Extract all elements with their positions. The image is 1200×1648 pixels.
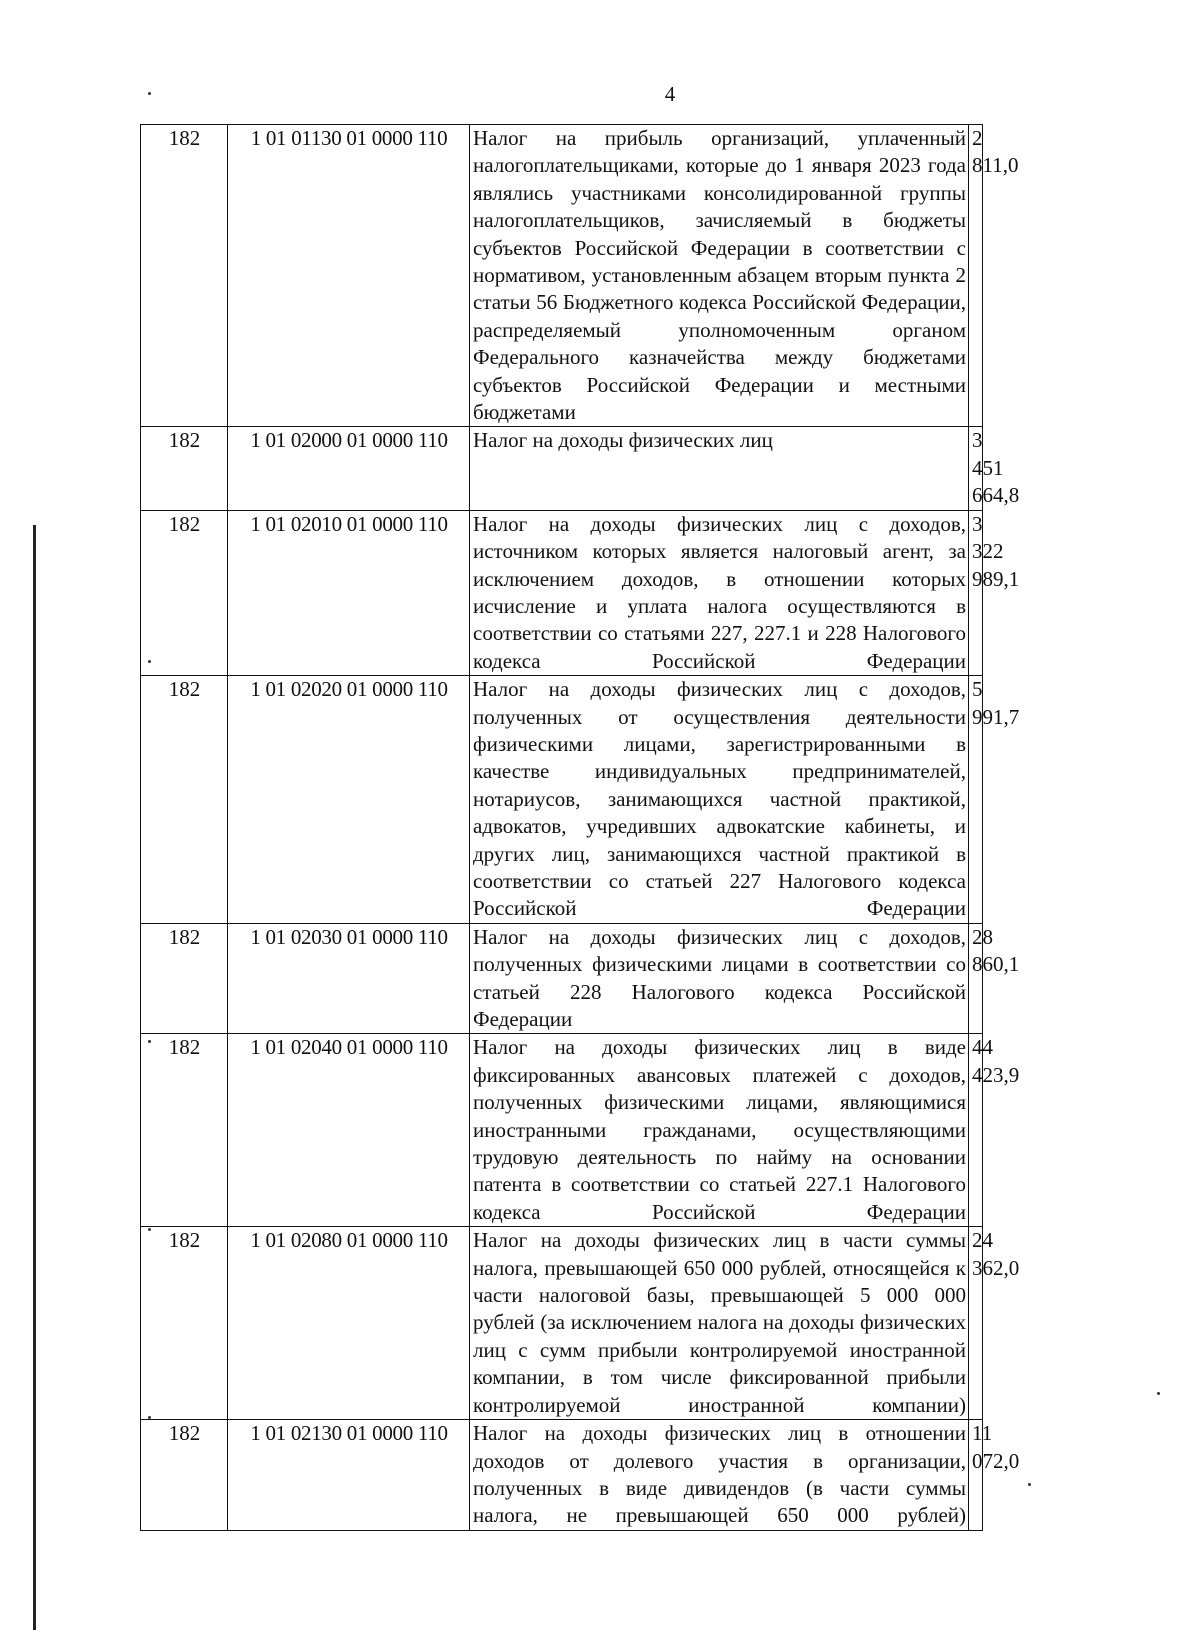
amount-cell: 44 423,9 — [969, 1034, 983, 1227]
revenue-name-cell: Налог на доходы физических лиц с доходов, полученных от осуществления деятельности физическими лицами, зарегистрированными в качестве индивидуальных предпринимателей, нотариусов, занимающихся частной практикой, адвокатов, учредивших адвокатские кабинеты, и других лиц, занимающихся частной практикой в соответствии со статьей 227 Налогового кодекса Российской Федерации — [470, 676, 969, 924]
budget-classification-code-cell: 1 01 02030 01 0000 110 — [228, 923, 470, 1034]
revenue-table — [140, 124, 1020, 1531]
revenue-name-cell: Налог на доходы физических лиц в виде фиксированных авансовых платежей с доходов, полученных физическими лицами, являющимися иностранными гражданами, осуществляющими трудовую деятельность по найму на основании патента в соответствии со статьей 227.1 Налогового кодекса Российской Федерации — [470, 1034, 969, 1227]
admin-code-cell: 182 — [141, 1420, 228, 1531]
admin-code-cell: 182 — [141, 923, 228, 1034]
scan-speck — [148, 92, 151, 95]
revenue-name-cell: Налог на прибыль организаций, уплаченный налогоплательщиками, которые до 1 января 2023 года являлись участниками консолидированной группы налогоплательщиков, зачисляемый в бюджеты субъектов Российской Федерации в соответствии с нормативом, установленным абзацем вторым пункта 2 статьи 56 Бюджетного кодекса Российской Федерации, распределяемый уполномоченным органом Федерального казначейства между бюджетами субъектов Российской Федерации и местными бюджетами — [470, 125, 969, 427]
budget-classification-code-cell: 1 01 02020 01 0000 110 — [228, 676, 470, 924]
budget-classification-code-cell: 1 01 02130 01 0000 110 — [228, 1420, 470, 1531]
admin-code-cell: 182 — [141, 676, 228, 924]
admin-code-cell: 182 — [141, 510, 228, 675]
amount-cell: 2 811,0 — [969, 125, 983, 427]
table-row — [141, 427, 983, 510]
revenue-name-cell: Налог на доходы физических лиц с доходов, источником которых является налоговый агент, за исключением доходов, в отношении которых исчисление и уплата налога осуществляются в соответствии со статьями 227, 227.1 и 228 Налогового кодекса Российской Федерации — [470, 510, 969, 675]
revenue-name-cell: Налог на доходы физических лиц с доходов, полученных физическими лицами в соответствии со статьей 228 Налогового кодекса Российской Федерации — [470, 923, 969, 1034]
table-row — [141, 923, 983, 1034]
budget-classification-code-cell: 1 01 02010 01 0000 110 — [228, 510, 470, 675]
budget-classification-code-cell: 1 01 02080 01 0000 110 — [228, 1227, 470, 1420]
amount-cell: 11 072,0 — [969, 1420, 983, 1531]
page-number: 4 — [664, 82, 676, 106]
table-row — [141, 1227, 983, 1420]
scan-margin-line — [33, 525, 36, 1630]
amount-cell: 3 322 989,1 — [969, 510, 983, 675]
revenue-name-cell: Налог на доходы физических лиц — [470, 427, 969, 510]
budget-classification-code-cell: 1 01 02040 01 0000 110 — [228, 1034, 470, 1227]
budget-classification-code-cell: 1 01 02000 01 0000 110 — [228, 427, 470, 510]
amount-cell: 24 362,0 — [969, 1227, 983, 1420]
amount-cell: 28 860,1 — [969, 923, 983, 1034]
admin-code-cell: 182 — [141, 125, 228, 427]
table-row — [141, 125, 983, 427]
amount-cell: 3 451 664,8 — [969, 427, 983, 510]
admin-code-cell: 182 — [141, 427, 228, 510]
revenue-name-cell: Налог на доходы физических лиц в отношении доходов от долевого участия в организации, полученных в виде дивидендов (в части суммы налога, не превышающей 650 000 рублей) — [470, 1420, 969, 1531]
admin-code-cell: 182 — [141, 1227, 228, 1420]
table-row — [141, 510, 983, 675]
table-row — [141, 1420, 983, 1531]
scan-speck — [1028, 1483, 1031, 1486]
amount-cell: 5 991,7 — [969, 676, 983, 924]
scan-speck — [1157, 1392, 1160, 1395]
table-row — [141, 676, 983, 924]
admin-code-cell: 182 — [141, 1034, 228, 1227]
revenue-name-cell: Налог на доходы физических лиц в части суммы налога, превышающей 650 000 рублей, относящейся к части налоговой базы, превышающей 5 000 000 рублей (за исключением налога на доходы физических лиц с сумм прибыли контролируемой иностранной компании, в том числе фиксированной прибыли контролируемой иностранной компании) — [470, 1227, 969, 1420]
table-row — [141, 1034, 983, 1227]
budget-classification-code-cell: 1 01 01130 01 0000 110 — [228, 125, 470, 427]
